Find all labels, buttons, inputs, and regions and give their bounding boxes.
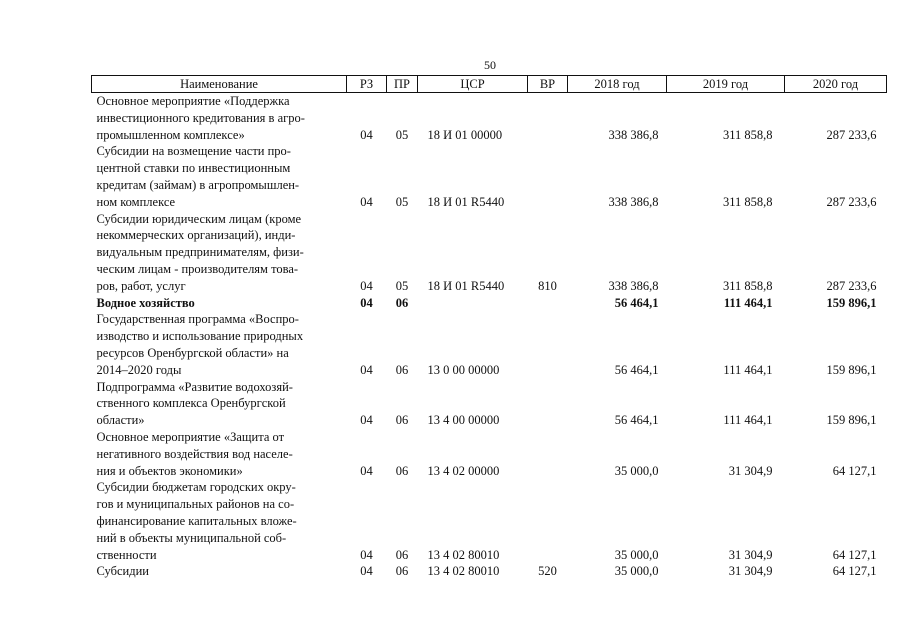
- table-row: [92, 311, 887, 378]
- cell-name: [92, 143, 347, 210]
- page-number: 50: [484, 58, 496, 72]
- cell-rz: 04: [360, 463, 373, 478]
- cell-name-line: негативного воздействия вод населе-: [96, 446, 293, 461]
- cell-vr: 520: [538, 564, 557, 579]
- cell-pr: 05: [395, 278, 409, 293]
- cell-2018: 56 464,1: [614, 362, 659, 377]
- cell-csr: 13 4 02 00000: [427, 463, 500, 478]
- cell-name-line: центной ставки по инвестиционным: [96, 161, 291, 176]
- cell-name-line: изводство и использование природных: [96, 329, 304, 344]
- cell-2019: 311 858,8: [722, 278, 773, 293]
- cell-2019: 31 304,9: [728, 564, 773, 579]
- cell-2019: 111 464,1: [723, 295, 773, 310]
- cell-pr: 06: [395, 547, 409, 562]
- header-2018: 2018 год: [568, 76, 667, 93]
- header-row: [92, 76, 887, 93]
- cell-2019: 31 304,9: [728, 463, 773, 478]
- cell-name-line: кредитам (займам) в агропромышлен-: [96, 177, 300, 192]
- cell-vr: [528, 93, 568, 144]
- cell-rz: 04: [360, 362, 373, 377]
- table-row: [92, 479, 887, 563]
- header-2019: 2019 год: [667, 76, 785, 93]
- cell-pr: 06: [395, 362, 409, 377]
- cell-name-line: инвестиционного кредитования в агро-: [96, 110, 305, 125]
- cell-name: [92, 379, 347, 429]
- cell-rz: 04: [360, 413, 373, 428]
- table-row: [92, 211, 887, 295]
- table-row: [92, 379, 887, 429]
- cell-name: [92, 479, 347, 563]
- cell-name: [92, 93, 347, 144]
- cell-name-line: промышленном комплексе»: [96, 127, 245, 142]
- cell-2018: 338 386,8: [608, 278, 659, 293]
- cell-name: [92, 311, 347, 378]
- cell-name-line: гов и муниципальных районов на со-: [96, 497, 295, 512]
- cell-2020: 64 127,1: [832, 463, 877, 478]
- cell-name-line: 2014–2020 годы: [96, 362, 182, 377]
- cell-vr: 810: [538, 278, 557, 293]
- cell-2020: 287 233,6: [826, 127, 877, 142]
- cell-name-line: видуальным предпринимателям, физи-: [96, 245, 304, 260]
- cell-2020: 64 127,1: [832, 547, 877, 562]
- cell-name: [92, 429, 347, 479]
- cell-name-line: Субсидии: [96, 564, 149, 579]
- cell-name-line: области»: [96, 413, 145, 428]
- cell-2020: 64 127,1: [832, 564, 877, 579]
- table-header: [92, 76, 887, 93]
- cell-2019: 111 464,1: [723, 362, 773, 377]
- cell-2019: 311 858,8: [722, 194, 773, 209]
- table-row: [92, 563, 887, 580]
- cell-csr: 18 И 01 R5440: [427, 194, 505, 209]
- cell-2020: 287 233,6: [826, 278, 877, 293]
- budget-table: [91, 75, 887, 580]
- cell-2020: 287 233,6: [826, 194, 877, 209]
- cell-vr: [528, 295, 568, 312]
- cell-2019: 111 464,1: [723, 413, 773, 428]
- cell-2019: 311 858,8: [722, 127, 773, 142]
- cell-2020: 159 896,1: [826, 362, 877, 377]
- header-rz: РЗ: [347, 76, 387, 93]
- cell-name-line: Подпрограмма «Развитие водохозяй-: [96, 379, 293, 394]
- cell-2018: 56 464,1: [614, 413, 659, 428]
- cell-vr: [528, 479, 568, 563]
- cell-name: [92, 211, 347, 295]
- cell-2018: 56 464,1: [614, 295, 659, 310]
- cell-vr: [528, 143, 568, 210]
- table-row: [92, 429, 887, 479]
- cell-name-line: Субсидии юридическим лицам (кроме: [96, 211, 302, 226]
- header-csr: ЦСР: [418, 76, 528, 93]
- cell-name: [92, 295, 347, 312]
- cell-rz: 04: [360, 194, 373, 209]
- cell-csr: 13 4 02 80010: [427, 547, 500, 562]
- header-2020: 2020 год: [785, 76, 887, 93]
- cell-name-line: ния и объектов экономики»: [96, 463, 243, 478]
- cell-pr: 06: [395, 564, 409, 579]
- table-row: [92, 93, 887, 144]
- cell-pr: 05: [395, 127, 409, 142]
- cell-name-line: Основное мероприятие «Защита от: [96, 429, 285, 444]
- cell-name-line: ров, работ, услуг: [96, 278, 186, 293]
- cell-name-line: Субсидии бюджетам городских окру-: [96, 480, 296, 495]
- cell-name-line: некоммерческих организаций), инди-: [96, 228, 296, 243]
- header-name: Наименование: [92, 76, 347, 93]
- cell-name-line: Государственная программа «Воспро-: [96, 312, 299, 327]
- cell-2020: 159 896,1: [826, 413, 877, 428]
- cell-name: [92, 563, 347, 580]
- cell-rz: 04: [360, 127, 373, 142]
- cell-name-line: ресурсов Оренбургской области» на: [96, 345, 289, 360]
- cell-name-line: Субсидии на возмещение части про-: [96, 144, 291, 159]
- table-row: [92, 143, 887, 210]
- cell-2020: 159 896,1: [826, 295, 877, 310]
- cell-name-line: Водное хозяйство: [96, 295, 195, 310]
- cell-name-line: ном комплексе: [96, 194, 176, 209]
- cell-2018: 35 000,0: [614, 547, 659, 562]
- cell-csr: 18 И 01 00000: [427, 127, 503, 142]
- table-body: [92, 93, 887, 581]
- cell-2019: 31 304,9: [728, 547, 773, 562]
- cell-2018: 338 386,8: [608, 194, 659, 209]
- cell-csr: [418, 295, 528, 312]
- cell-name-line: ний в объекты муниципальной соб-: [96, 530, 287, 545]
- cell-name-line: ственного комплекса Оренбургской: [96, 396, 286, 411]
- cell-name-line: ческим лицам - производителям това-: [96, 261, 299, 276]
- cell-vr: [528, 429, 568, 479]
- table-row: [92, 295, 887, 312]
- cell-pr: 06: [395, 463, 409, 478]
- cell-name-line: финансирование капитальных вложе-: [96, 513, 297, 528]
- cell-2018: 35 000,0: [614, 564, 659, 579]
- cell-csr: 18 И 01 R5440: [427, 278, 505, 293]
- cell-vr: [528, 379, 568, 429]
- cell-csr: 13 4 02 80010: [427, 564, 500, 579]
- header-vr: ВР: [528, 76, 568, 93]
- cell-2018: 338 386,8: [608, 127, 659, 142]
- cell-pr: 06: [395, 413, 409, 428]
- cell-2018: 35 000,0: [614, 463, 659, 478]
- cell-rz: 04: [360, 278, 373, 293]
- cell-rz: 04: [360, 547, 373, 562]
- cell-rz: 04: [360, 564, 373, 579]
- cell-csr: 13 0 00 00000: [427, 362, 500, 377]
- cell-name-line: ственности: [96, 547, 157, 562]
- cell-pr: 06: [395, 295, 409, 310]
- cell-name-line: Основное мероприятие «Поддержка: [96, 94, 290, 108]
- cell-pr: 05: [395, 194, 409, 209]
- cell-rz: 04: [360, 295, 373, 310]
- cell-vr: [528, 311, 568, 378]
- cell-csr: 13 4 00 00000: [427, 413, 500, 428]
- header-pr: ПР: [387, 76, 418, 93]
